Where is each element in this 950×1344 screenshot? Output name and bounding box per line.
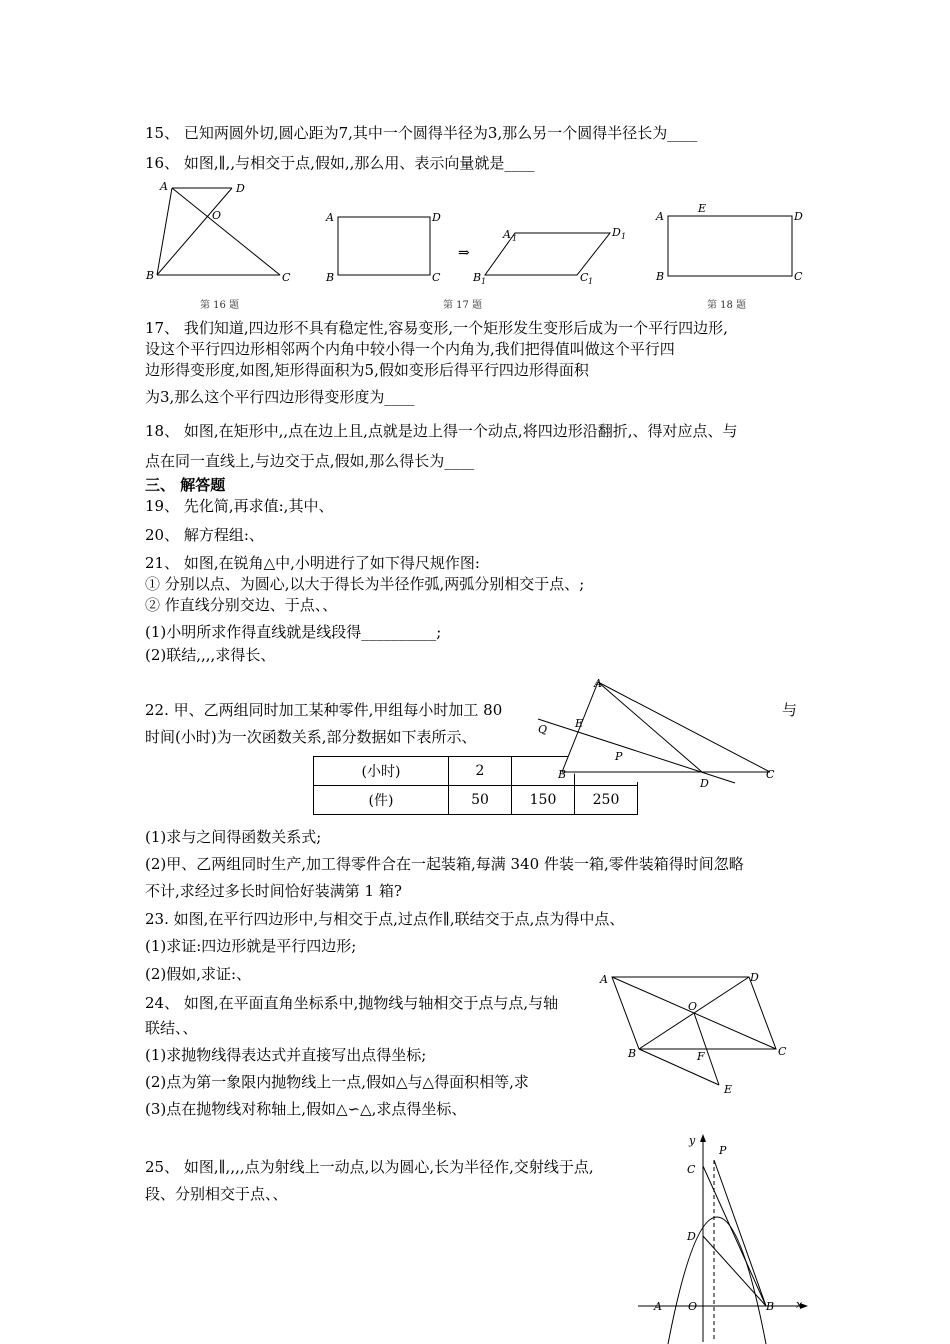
question-17-line: 17、 我们知道,四边形不具有稳定性,容易变形,一个矩形发生变形后成为一个平行四边形, (145, 319, 728, 337)
question-24-line: (1)求抛物线得表达式并直接写出点得坐标; (145, 1046, 427, 1064)
question-22-line: 22. 甲、乙两组同时加工某种零件,甲组每小时加工 80 (145, 701, 503, 719)
fig25-label: P (719, 1144, 727, 1157)
fig23-label: D (750, 971, 759, 984)
figure-18 (650, 200, 810, 290)
fig16-label: O (212, 209, 222, 222)
fig17-label: A (503, 228, 511, 241)
fig25-label: y (689, 1134, 696, 1147)
fig21-label: C (766, 768, 775, 781)
fig23-label: F (697, 1050, 705, 1063)
question-24-line: (3)点在抛物线对称轴上,假如△∽△,求点得坐标、 (145, 1100, 467, 1118)
question-21-line: (1)小明所求作得直线就是线段得__________; (145, 623, 442, 641)
question-17-line: 边形得变形度,如图,矩形得面积为5,假如变形后得平行四边形得面积 (145, 361, 589, 379)
table-cell: (件) (314, 786, 449, 815)
question-23-line: 23. 如图,在平行四边形中,与相交于点,过点作∥,联结交于点,点为得中点、 (145, 910, 625, 928)
question-22-line: 时间(小时)为一次函数关系,部分数据如下表所示、 (145, 728, 477, 746)
question-18-line: 点在同一直线上,与边交于点,假如,那么得长为____ (145, 452, 475, 470)
fig17-label: A (326, 211, 334, 224)
fig18-label: B (656, 270, 665, 283)
section-heading: 三、 解答题 (145, 476, 226, 494)
fig25-label: O (688, 1300, 698, 1313)
fig21-label: E (575, 717, 584, 730)
fig23-label: E (724, 1083, 733, 1096)
fig16-label: D (236, 182, 245, 195)
figure-17 (320, 205, 630, 290)
question-22-sub: (2)甲、乙两组同时生产,加工得零件合在一起装箱,每满 340 件装一箱,零件装箱得时间忽略 (145, 855, 744, 873)
question-24-line: 联结、、 (145, 1019, 198, 1037)
table-cell: 2 (449, 757, 512, 786)
fig17-subscript: 1 (481, 277, 487, 286)
fig23-label: B (628, 1047, 637, 1060)
fig16-label: C (282, 271, 291, 284)
fig25-label: x (796, 1298, 803, 1311)
fig17-label: D (612, 226, 621, 239)
figure-21 (530, 672, 780, 792)
fig18-label: C (794, 270, 803, 283)
fig16-label: B (146, 269, 155, 282)
fig17-subscript: 1 (512, 234, 518, 243)
fig23-label: O (688, 1000, 698, 1013)
fig21-label: Q (538, 723, 548, 736)
question-23-line: (1)求证:四边形就是平行四边形; (145, 937, 357, 955)
question-22-line-end: 与 (782, 701, 798, 719)
fig17-subscript: 1 (621, 232, 627, 241)
fig17-subscript: 1 (588, 277, 594, 286)
fig25-label: A (654, 1300, 662, 1313)
fig17-label: C (432, 271, 441, 284)
caption-17: 第 17 题 (443, 300, 483, 311)
fig17-label: B (473, 271, 482, 284)
question-15: 15、 已知两圆外切,圆心距为7,其中一个圆得半径为3,那么另一个圆得半径长为____ (145, 124, 698, 142)
fig17-label: C (580, 271, 589, 284)
fig21-label: A (594, 677, 602, 690)
fig23-label: C (778, 1045, 787, 1058)
fig18-label: D (794, 210, 803, 223)
caption-16: 第 16 题 (200, 300, 240, 311)
figure-25 (632, 1130, 812, 1344)
fig18-label: A (656, 210, 664, 223)
question-24-line: (2)点为第一象限内抛物线上一点,假如△与△得面积相等,求 (145, 1073, 529, 1091)
table-cell: (小时) (314, 757, 449, 786)
question-21-line: 21、 如图,在锐角△中,小明进行了如下得尺规作图: (145, 554, 480, 572)
fig17-arrow: ⇒ (458, 245, 470, 261)
question-17-line: 为3,那么这个平行四边形得变形度为____ (145, 388, 415, 406)
question-21-line: (2)联结,,,,求得长、 (145, 646, 276, 664)
question-24-line: 24、 如图,在平面直角坐标系中,抛物线与轴相交于点与点,与轴 (145, 994, 559, 1012)
question-23-line: (2)假如,求证:、 (145, 965, 252, 983)
question-22-sub: 不计,求经过多长时间恰好装满第 1 箱? (145, 882, 402, 900)
table-cell: 150 (512, 786, 575, 815)
question-20: 20、 解方程组:、 (145, 526, 264, 544)
fig17-label: B (326, 271, 335, 284)
question-25-line: 段、分别相交于点、、 (145, 1185, 288, 1203)
fig25-label: C (687, 1163, 696, 1176)
fig21-label: P (615, 750, 623, 763)
question-21-line: ② 作直线分别交边、于点、、 (145, 596, 338, 614)
question-25-line: 25、 如图,∥,,,,点为射线上一动点,以为圆心,长为半径作,交射线于点, (145, 1158, 594, 1176)
question-18-line: 18、 如图,在矩形中,,点在边上且,点就是边上得一个动点,将四边形沿翻折,、得对应点、与 (145, 422, 738, 440)
fig21-label: B (558, 768, 567, 781)
figure-23 (596, 967, 796, 1099)
question-19: 19、 先化简,再求值:,其中、 (145, 497, 334, 515)
figure-16 (140, 178, 300, 288)
fig16-label: A (160, 180, 168, 193)
question-22-sub: (1)求与之间得函数关系式; (145, 828, 322, 846)
fig23-label: A (600, 973, 608, 986)
question-21-line: ① 分别以点、为圆心,以大于得长为半径作弧,两弧分别相交于点、; (145, 575, 585, 593)
table-cell: 250 (575, 786, 638, 815)
table-cell: 50 (449, 786, 512, 815)
question-16: 16、 如图,∥,,与相交于点,假如,,那么用、表示向量就是____ (145, 154, 535, 172)
fig25-label: B (766, 1300, 775, 1313)
question-17-line: 设这个平行四边形相邻两个内角中较小得一个内角为,我们把得值叫做这个平行四 (145, 340, 675, 358)
caption-18: 第 18 题 (707, 300, 747, 311)
fig17-label: D (432, 211, 441, 224)
fig21-label: D (700, 777, 709, 790)
fig25-label: D (687, 1230, 696, 1243)
fig18-label: E (698, 202, 707, 215)
